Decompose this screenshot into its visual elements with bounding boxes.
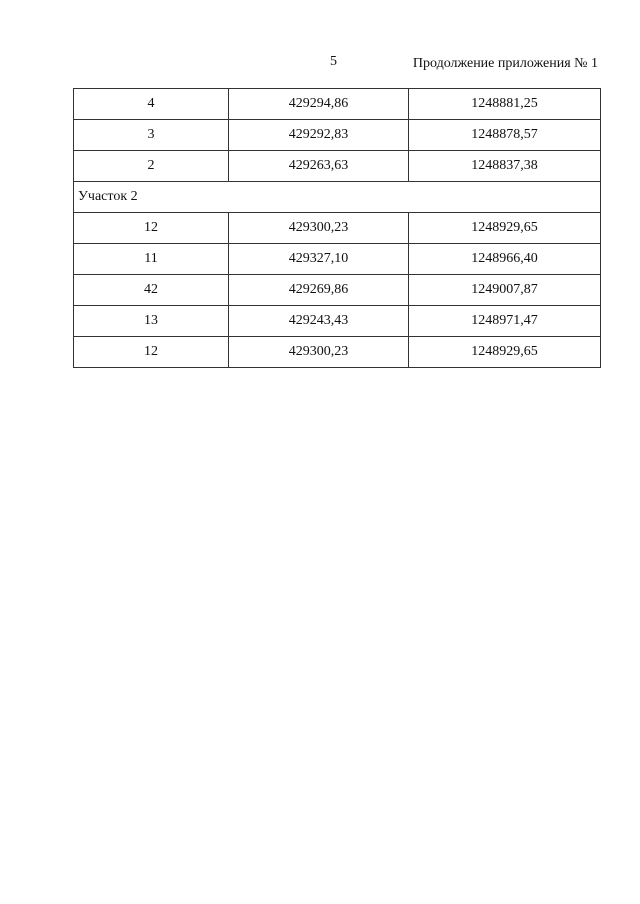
cell-point-number: 3 xyxy=(74,120,229,151)
coordinates-table xyxy=(73,88,601,368)
cell-y-coordinate: 1249007,87 xyxy=(409,275,601,306)
table-row xyxy=(74,337,601,368)
cell-y-coordinate: 1248929,65 xyxy=(409,213,601,244)
cell-y-coordinate: 1248881,25 xyxy=(409,89,601,120)
cell-point-number: 4 xyxy=(74,89,229,120)
table-row xyxy=(74,89,601,120)
cell-point-number: 11 xyxy=(74,244,229,275)
cell-y-coordinate: 1248837,38 xyxy=(409,151,601,182)
cell-point-number: 12 xyxy=(74,213,229,244)
cell-y-coordinate: 1248966,40 xyxy=(409,244,601,275)
page-number: 5 xyxy=(330,54,337,69)
cell-point-number: 12 xyxy=(74,337,229,368)
cell-x-coordinate: 429243,43 xyxy=(229,306,409,337)
cell-x-coordinate: 429263,63 xyxy=(229,151,409,182)
table-row xyxy=(74,306,601,337)
section-header: Участок 2 xyxy=(74,182,601,213)
section-row xyxy=(74,182,601,213)
appendix-continuation-title: Продолжение приложения № 1 xyxy=(412,56,598,71)
cell-point-number: 2 xyxy=(74,151,229,182)
cell-x-coordinate: 429300,23 xyxy=(229,337,409,368)
cell-y-coordinate: 1248878,57 xyxy=(409,120,601,151)
cell-x-coordinate: 429294,86 xyxy=(229,89,409,120)
table-row xyxy=(74,120,601,151)
cell-point-number: 42 xyxy=(74,275,229,306)
cell-point-number: 13 xyxy=(74,306,229,337)
cell-x-coordinate: 429327,10 xyxy=(229,244,409,275)
table-row xyxy=(74,213,601,244)
table-row xyxy=(74,151,601,182)
cell-y-coordinate: 1248971,47 xyxy=(409,306,601,337)
cell-x-coordinate: 429269,86 xyxy=(229,275,409,306)
cell-y-coordinate: 1248929,65 xyxy=(409,337,601,368)
cell-x-coordinate: 429300,23 xyxy=(229,213,409,244)
table-row xyxy=(74,275,601,306)
table-row xyxy=(74,244,601,275)
cell-x-coordinate: 429292,83 xyxy=(229,120,409,151)
